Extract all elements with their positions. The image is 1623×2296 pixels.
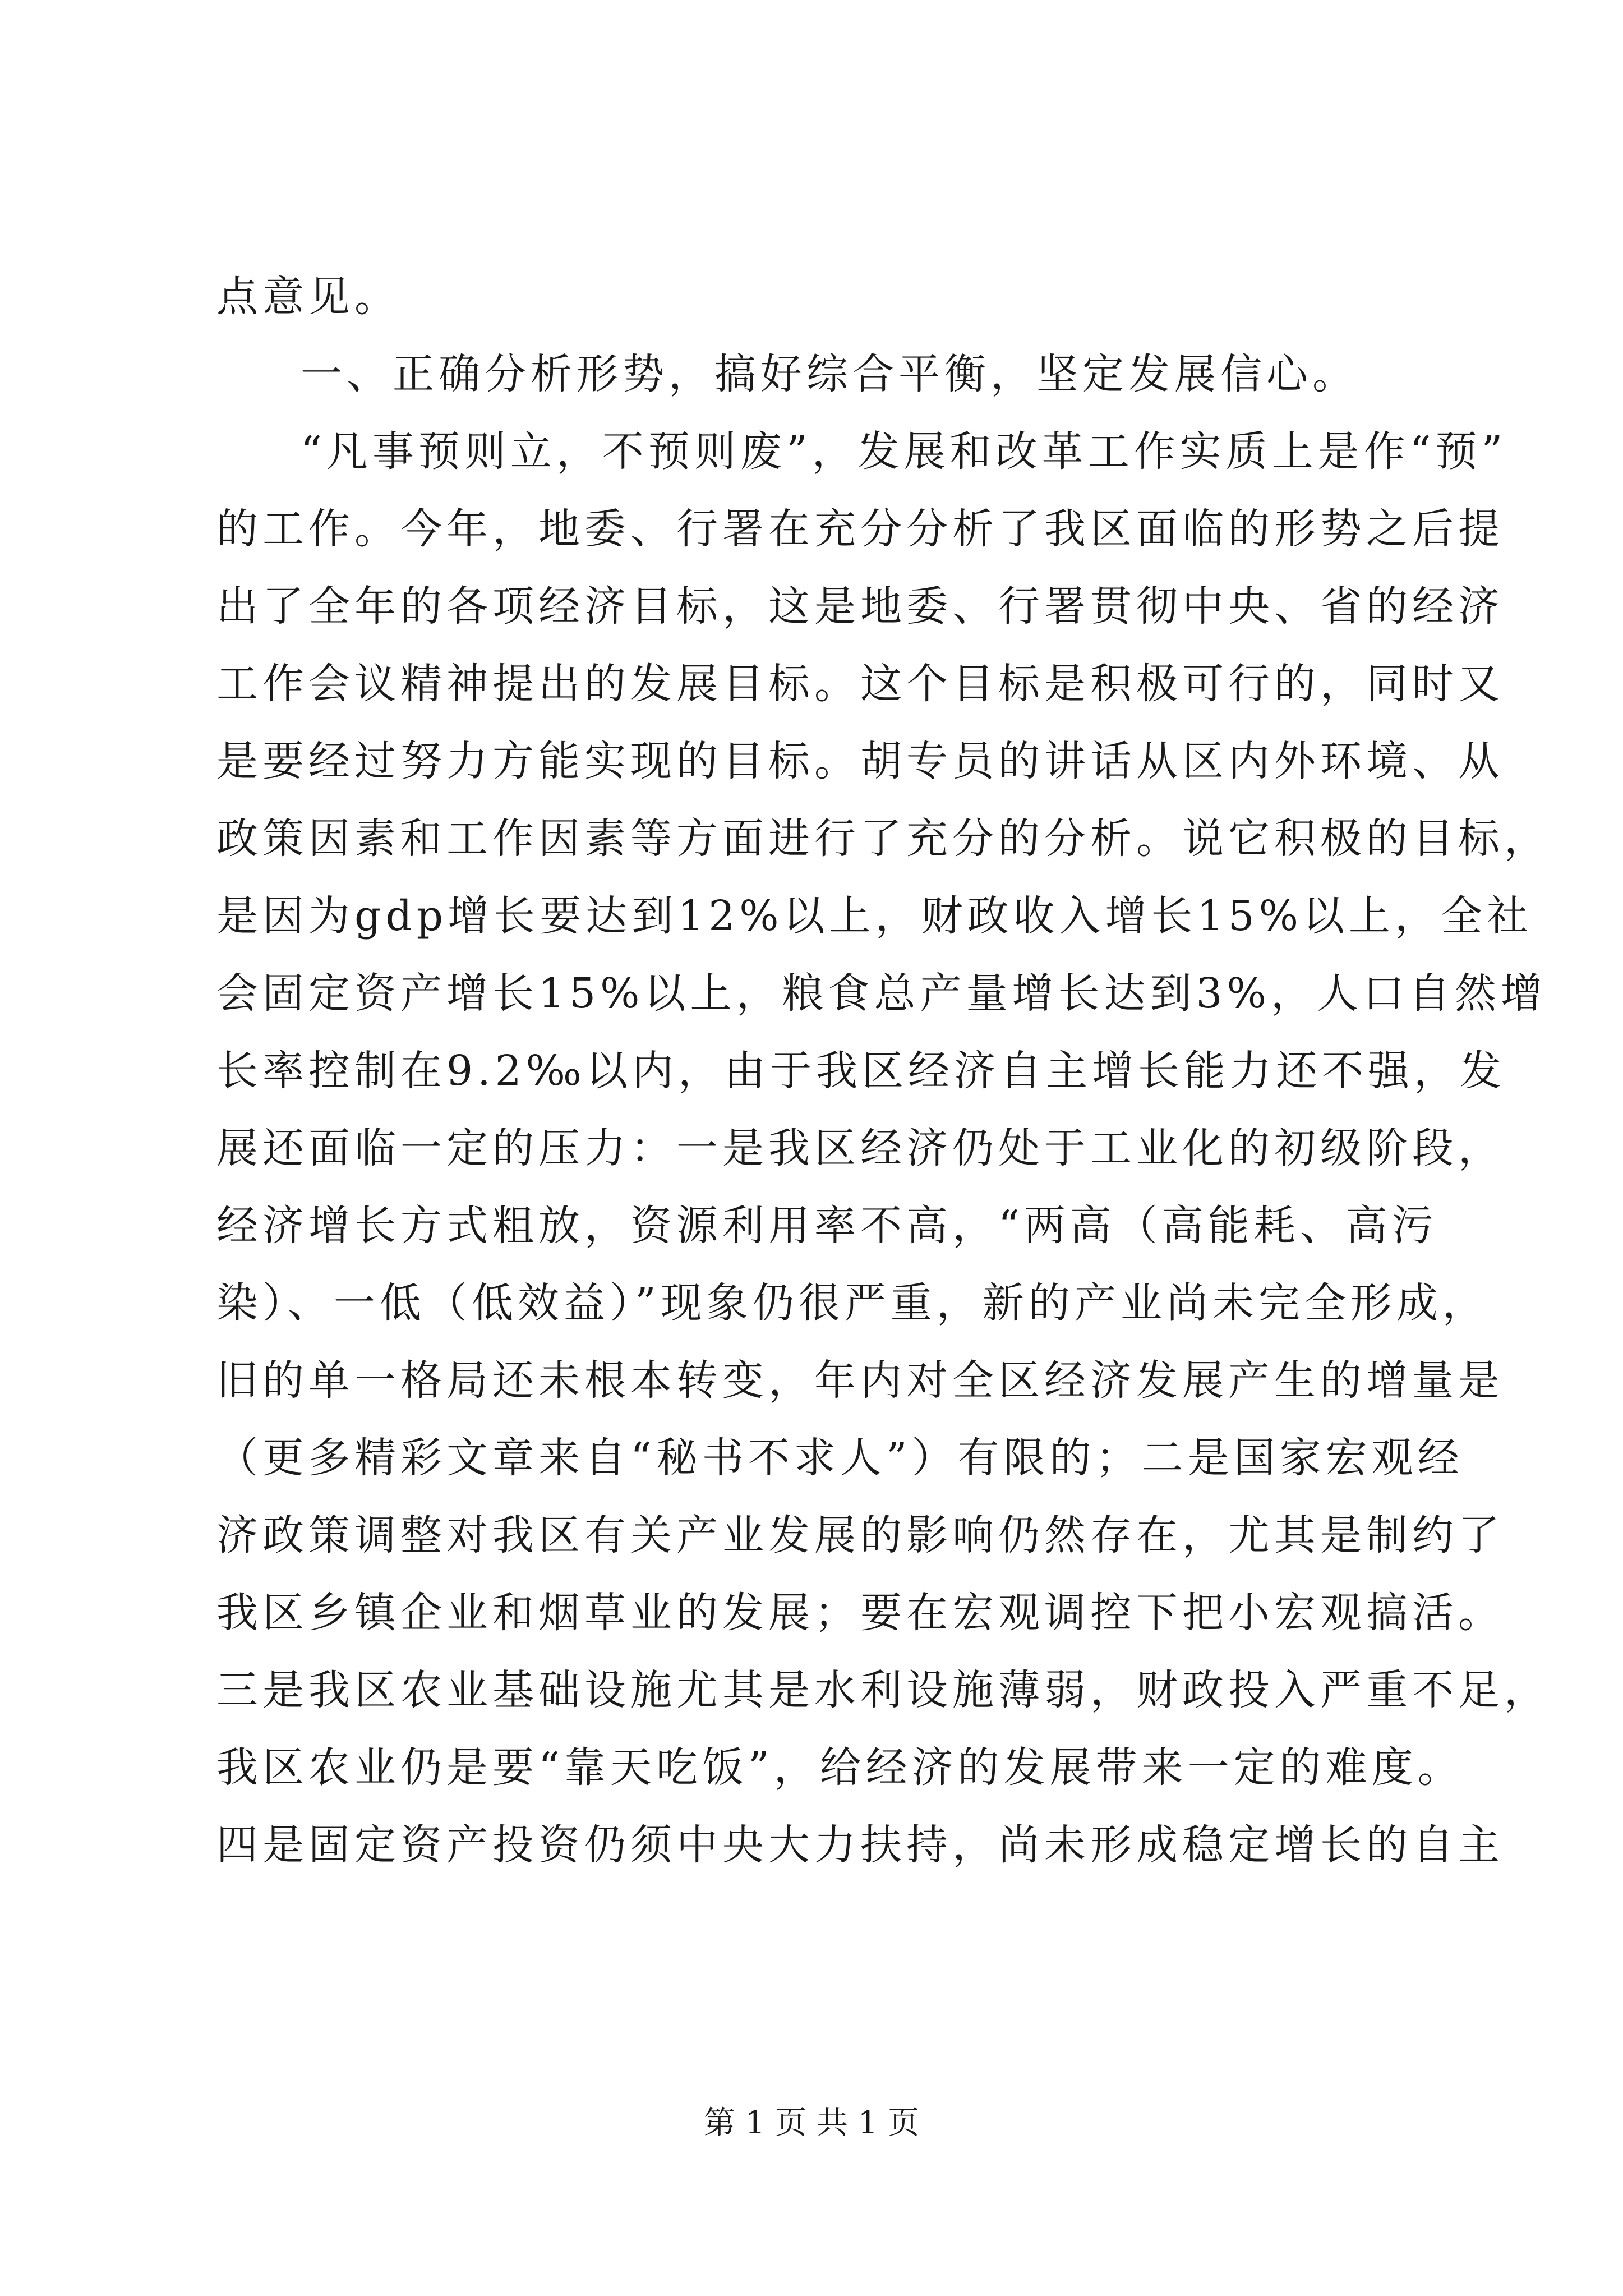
text-line: 长率控制在9.2‰以内，由于我区经济自主增长能力还不强，发 bbox=[216, 1047, 1506, 1095]
text-line: 济政策调整对我区有关产业发展的影响仍然存在，尤其是制约了 bbox=[216, 1511, 1504, 1559]
text-line: （更多精彩文章来自“秘书不求人”）有限的；二是国家宏观经 bbox=[216, 1434, 1464, 1482]
text-line: 染）、一低（低效益）”现象仍很严重，新的产业尚未完全形成， bbox=[216, 1279, 1488, 1327]
text-line: “凡事预则立，不预则废”，发展和改革工作实质上是作“预” bbox=[301, 427, 1507, 476]
text-line: 四是固定资产投资仍须中央大力扶持，尚未形成稳定增长的自主 bbox=[216, 1821, 1504, 1869]
page-number-footer: 第 1 页 共 1 页 bbox=[703, 2105, 920, 2141]
text-line: 点意见。 bbox=[216, 273, 400, 321]
text-line: 政策因素和工作因素等方面进行了充分的分析。说它积极的目标， bbox=[216, 815, 1550, 863]
text-line: 三是我区农业基础设施尤其是水利设施薄弱，财政投入严重不足， bbox=[216, 1666, 1550, 1714]
text-line: 我区乡镇企业和烟草业的发展；要在宏观调控下把小宏观搞活。 bbox=[216, 1589, 1504, 1637]
text-line: 出了全年的各项经济目标，这是地委、行署贯彻中央、省的经济 bbox=[216, 582, 1504, 631]
text-line: 会固定资产增长15%以上，粮食总产量增长达到3%，人口自然增 bbox=[216, 969, 1547, 1018]
text-line: 是要经过努力方能实现的目标。胡专员的讲话从区内外环境、从 bbox=[216, 737, 1504, 785]
text-line: 工作会议精神提出的发展目标。这个目标是积极可行的，同时又 bbox=[216, 660, 1504, 708]
text-line: 我区农业仍是要“靠天吃饭”，给经济的发展带来一定的难度。 bbox=[216, 1743, 1464, 1792]
text-line: 旧的单一格局还未根本转变，年内对全区经济发展产生的增量是 bbox=[216, 1356, 1504, 1405]
text-line: 展还面临一定的压力：一是我区经济仍处于工业化的初级阶段， bbox=[216, 1124, 1504, 1172]
text-line: 的工作。今年，地委、行署在充分分析了我区面临的形势之后提 bbox=[216, 505, 1504, 553]
text-line: 是因为gdp增长要达到12%以上，财政收入增长15%以上，全社 bbox=[216, 892, 1533, 940]
section-heading: 一、正确分析形势，搞好综合平衡，坚定发展信心。 bbox=[301, 350, 1358, 398]
text-line: 经济增长方式粗放，资源利用率不高，“两高（高能耗、高污 bbox=[216, 1202, 1438, 1250]
document-body bbox=[216, 258, 1550, 1884]
